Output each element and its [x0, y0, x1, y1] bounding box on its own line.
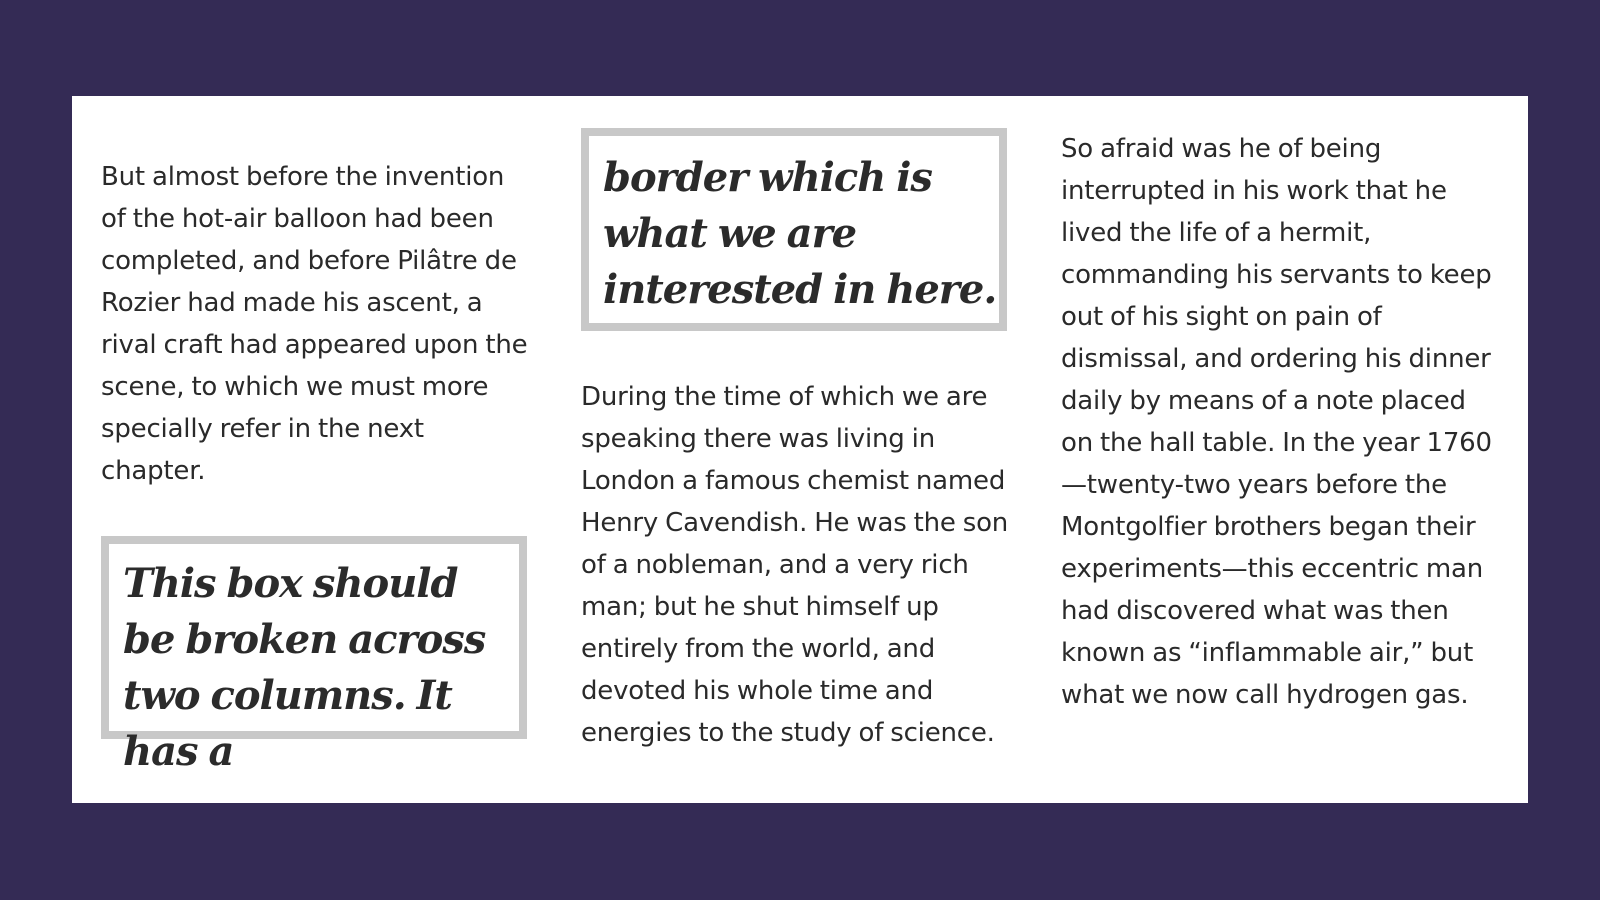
broken-box-text-part-2: border which is what we are interested in here. [603, 154, 997, 313]
column-2-paragraph: During the time of which we are speaking there was living in London a famous chemist named Henry Cavendish. He was the son of a nobleman, and a very rich man; but he shut himself up entirely from the world, and devoted his whole time and energies to the study of science. [581, 382, 1009, 748]
column-3-paragraph: So afraid was he of being interrupted in his work that he lived the life of a hermit, commanding his servants to keep out of his sight on pain of dismissal, and ordering his dinner daily by means of a note placed on the hall table. In the year 1760—twenty-two years before the Montgolfier brothers began their experiments—this eccentric man had discovered what was then known as “inflammable air,” but what we now call hydrogen gas. [1061, 134, 1492, 710]
column-1-paragraph: But almost before the invention of the hot-air balloon had been completed, and before Pilâtre de Rozier had made his ascent, a rival craft had appeared upon the scene, to which we must more specially refer in the next chapter. [101, 162, 528, 486]
broken-box-text-part-1: This box should be broken across two columns. It has a [123, 560, 486, 775]
broken-box-part-2 [581, 128, 1007, 331]
multicolumn-content-card [72, 96, 1528, 803]
broken-box-part-1 [101, 536, 527, 775]
